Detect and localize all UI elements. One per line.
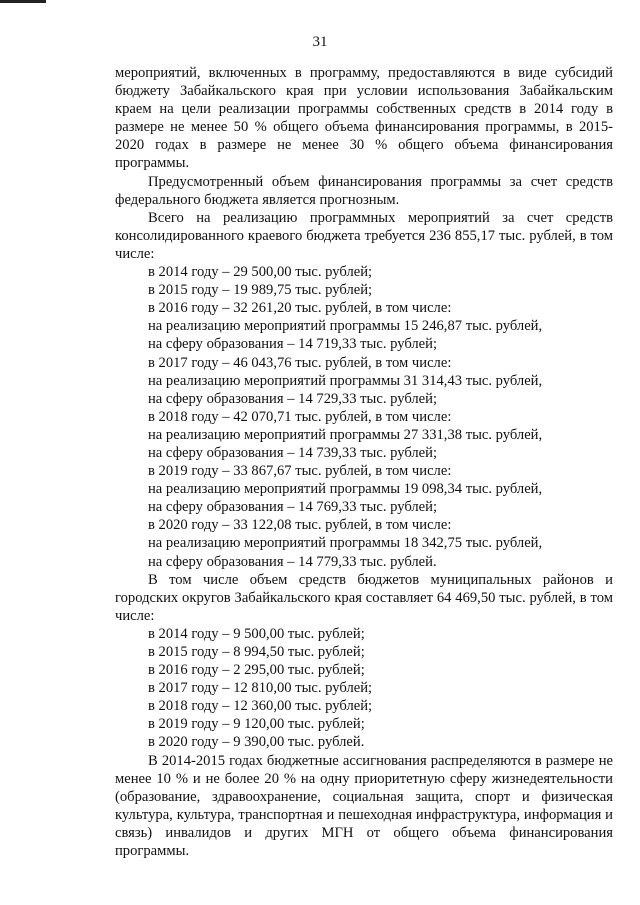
list-item: на реализацию мероприятий программы 18 342,75 тыс. рублей,: [148, 535, 543, 552]
list-item: в 2018 году – 12 360,00 тыс. рублей;: [148, 698, 373, 715]
list-item: на реализацию мероприятий программы 31 314,43 тыс. рублей,: [148, 372, 543, 389]
document-body: [115, 64, 613, 860]
list-item: в 2020 году – 33 122,08 тыс. рублей, в том числе:: [148, 517, 452, 534]
list-item: на сферу образования – 14 769,33 тыс. рублей;: [148, 499, 438, 516]
paragraph-allocation-rules: В 2014-2015 годах бюджетные ассигнования распределяются в размере не менее 10 % и не более 20 % на одну приоритетную сферу жизнедеятельности (образование, здравоохранение, социальная защита, спорт и физическая культура, культура, транспортная и пешеходная инфраструктура, информация и связь) инвалидов и других МГН от общего объема финансирования программы.: [115, 752, 613, 860]
list-item: в 2015 году – 8 994,50 тыс. рублей;: [148, 644, 365, 660]
scan-corner-mark: [0, 0, 46, 3]
list-item: в 2017 году – 12 810,00 тыс. рублей;: [148, 680, 373, 697]
list-item: на реализацию мероприятий программы 15 246,87 тыс. рублей,: [148, 318, 543, 335]
list-item: в 2016 году – 32 261,20 тыс. рублей, в том числе:: [148, 300, 452, 317]
paragraph-municipal-total: В том числе объем средств бюджетов муниципальных районов и городских округов Забайкальского края составляет 64 469,50 тыс. рублей, в том числе:: [115, 571, 613, 624]
list-item: в 2019 году – 33 867,67 тыс. рублей, в том числе:: [148, 463, 452, 480]
list-item: в 2016 году – 2 295,00 тыс. рублей;: [148, 662, 365, 679]
paragraph-federal-forecast: Предусмотренный объем финансирования программы за счет средств федерального бюджета является прогнозным.: [115, 173, 613, 208]
list-item: на сферу образования – 14 719,33 тыс. рублей;: [148, 336, 438, 353]
list-item: в 2014 году – 29 500,00 тыс. рублей;: [148, 264, 373, 281]
regional-funding-list: [115, 263, 613, 571]
list-item: на сферу образования – 14 779,33 тыс. рублей.: [148, 553, 437, 570]
list-item: в 2015 году – 19 989,75 тыс. рублей;: [148, 282, 373, 299]
paragraph-subsidy-conditions: мероприятий, включенных в программу, предоставляются в виде субсидий бюджету Забайкальского края при условии использования Забайкальским краем на цели реализации программы собственных средств в 2014 году в размере не менее 50 % общего объема финансирования программы, в 2015-2020 годах в размере не менее 30 % общего объема финансирования программы.: [115, 65, 613, 172]
list-item: в 2020 году – 9 390,00 тыс. рублей.: [148, 734, 365, 751]
page-number: 31: [312, 34, 328, 50]
list-item: на реализацию мероприятий программы 27 331,38 тыс. рублей,: [148, 426, 543, 443]
municipal-funding-list: [115, 625, 613, 752]
list-item: в 2018 году – 42 070,71 тыс. рублей, в том числе:: [148, 408, 452, 425]
list-item: в 2014 году – 9 500,00 тыс. рублей;: [148, 625, 365, 642]
list-item: на сферу образования – 14 739,33 тыс. рублей;: [148, 444, 438, 461]
list-item: в 2019 году – 9 120,00 тыс. рублей;: [148, 716, 365, 733]
list-item: на сферу образования – 14 729,33 тыс. рублей;: [148, 390, 438, 407]
list-item: в 2017 году – 46 043,76 тыс. рублей, в том числе:: [148, 354, 452, 371]
list-item: на реализацию мероприятий программы 19 098,34 тыс. рублей,: [148, 481, 543, 498]
paragraph-regional-total: Всего на реализацию программных мероприятий за счет средств консолидированного краевого бюджета требуется 236 855,17 тыс. рублей, в том числе:: [115, 209, 613, 262]
